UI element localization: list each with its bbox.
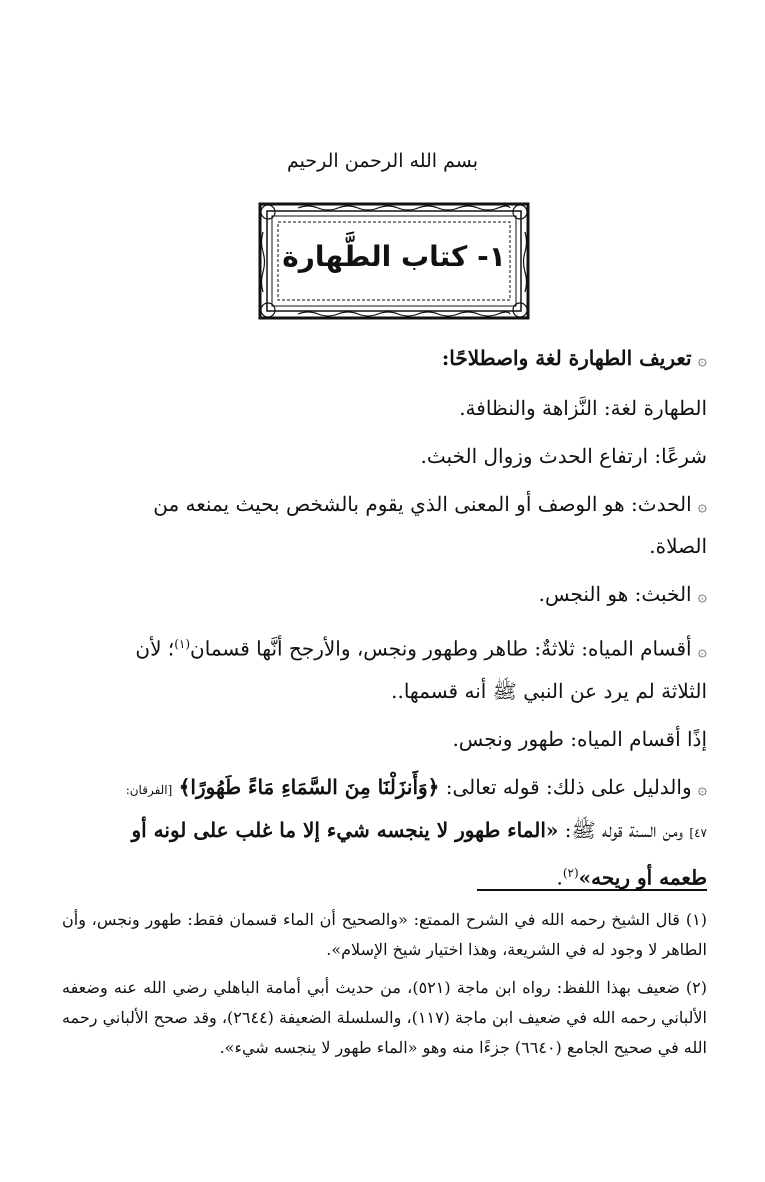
footnotes xyxy=(62,905,707,1071)
flower-bullet-icon: ۞ xyxy=(697,640,707,660)
flower-bullet-icon: ۞ xyxy=(697,586,707,605)
footnote-2 xyxy=(62,973,707,1063)
main-text xyxy=(62,338,707,897)
water-types-cont: الثلاثة لم يرد عن النبي ﷺ أنه قسمها.. xyxy=(391,678,707,703)
evidence-hadith-cont: طعمه أو ريحه»$^{(٢)}$. xyxy=(556,865,707,890)
linguistic-definition: الطهارة لغة: النَّزاهة والنظافة. xyxy=(459,396,707,420)
footnote-1 xyxy=(62,905,707,965)
chapter-title: ١- كتاب الطَّهارة xyxy=(282,240,506,273)
footnote-separator xyxy=(477,889,707,891)
legal-definition: شرعًا: ارتفاع الحدث وزوال الخبث. xyxy=(420,444,707,468)
footnote-ref-2[interactable]: (٢) xyxy=(562,865,579,880)
khabath-definition: ۞الخبث: هو النجس. xyxy=(538,582,707,606)
footnote-number: (١) xyxy=(685,910,707,929)
evidence-verse: ۞والدليل على ذلك: قوله تعالى: ﴿وَأَنزَلْنَا مِنَ السَّمَاءِ مَاءً طَهُورًا﴾ [الفرقان: xyxy=(125,774,707,799)
hadath-definition-cont: الصلاة. xyxy=(649,534,707,558)
footnote-text: ضعيف بهذا اللفظ: رواه ابن ماجة (٥٢١)، من حديث أبي أمامة الباهلي رضي الله عنه وضعفه الألباني رحمه الله في ضعيف ابن ماجة (١١٧)، والسلسلة الضعيفة (٢٦٤٤)، وقد صحح الألباني رحمه الله في صحيح الجامع (٦٦٤٠) جزءًا منه وهو «الماء طهور لا ينجسه شيء». xyxy=(62,978,707,1057)
footnote-number: (٢) xyxy=(685,978,708,997)
verse-reference-number: ٤٧] xyxy=(689,825,707,840)
water-types-summary: إذًا أقسام المياه: طهور ونجس. xyxy=(452,726,707,751)
water-types: ۞أقسام المياه: ثلاثةٌ: طاهر وطهور ونجس، والأرجح أنَّها قسمان$^{(١)}$؛ لأن xyxy=(135,636,707,661)
definition-heading: ۞تعريف الطهارة لغة واصطلاحًا: xyxy=(441,346,707,370)
quran-verse: ﴿وَأَنزَلْنَا مِنَ السَّمَاءِ مَاءً طَهُورًا﴾ xyxy=(178,774,440,799)
flower-bullet-icon: ۞ xyxy=(697,496,707,515)
footnote-ref-1[interactable]: (١) xyxy=(174,637,191,651)
chapter-title-frame xyxy=(258,202,530,320)
hadath-definition: ۞الحدث: هو الوصف أو المعنى الذي يقوم بالشخص بحيث يمنعه من xyxy=(153,492,707,516)
verse-reference: [الفرقان: xyxy=(125,782,173,797)
hadith-text: «الماء طهور لا ينجسه شيء إلا ما غلب على لونه أو xyxy=(131,817,559,842)
footnote-text: قال الشيخ رحمه الله في الشرح الممتع: «والصحيح أن الماء قسمان فقط: طهور ونجس، وأن الطاهر لا وجود له في الشريعة، وهذا اختيار شيخ الإسلام». xyxy=(62,910,707,959)
basmala: بسم الله الرحمن الرحيم xyxy=(287,150,478,172)
flower-bullet-icon: ۞ xyxy=(697,350,707,369)
flower-bullet-icon: ۞ xyxy=(697,778,707,798)
evidence-hadith: ٤٧] ومن السنة قوله ﷺ: «الماء طهور لا ينجسه شيء إلا ما غلب على لونه أو xyxy=(131,817,707,842)
